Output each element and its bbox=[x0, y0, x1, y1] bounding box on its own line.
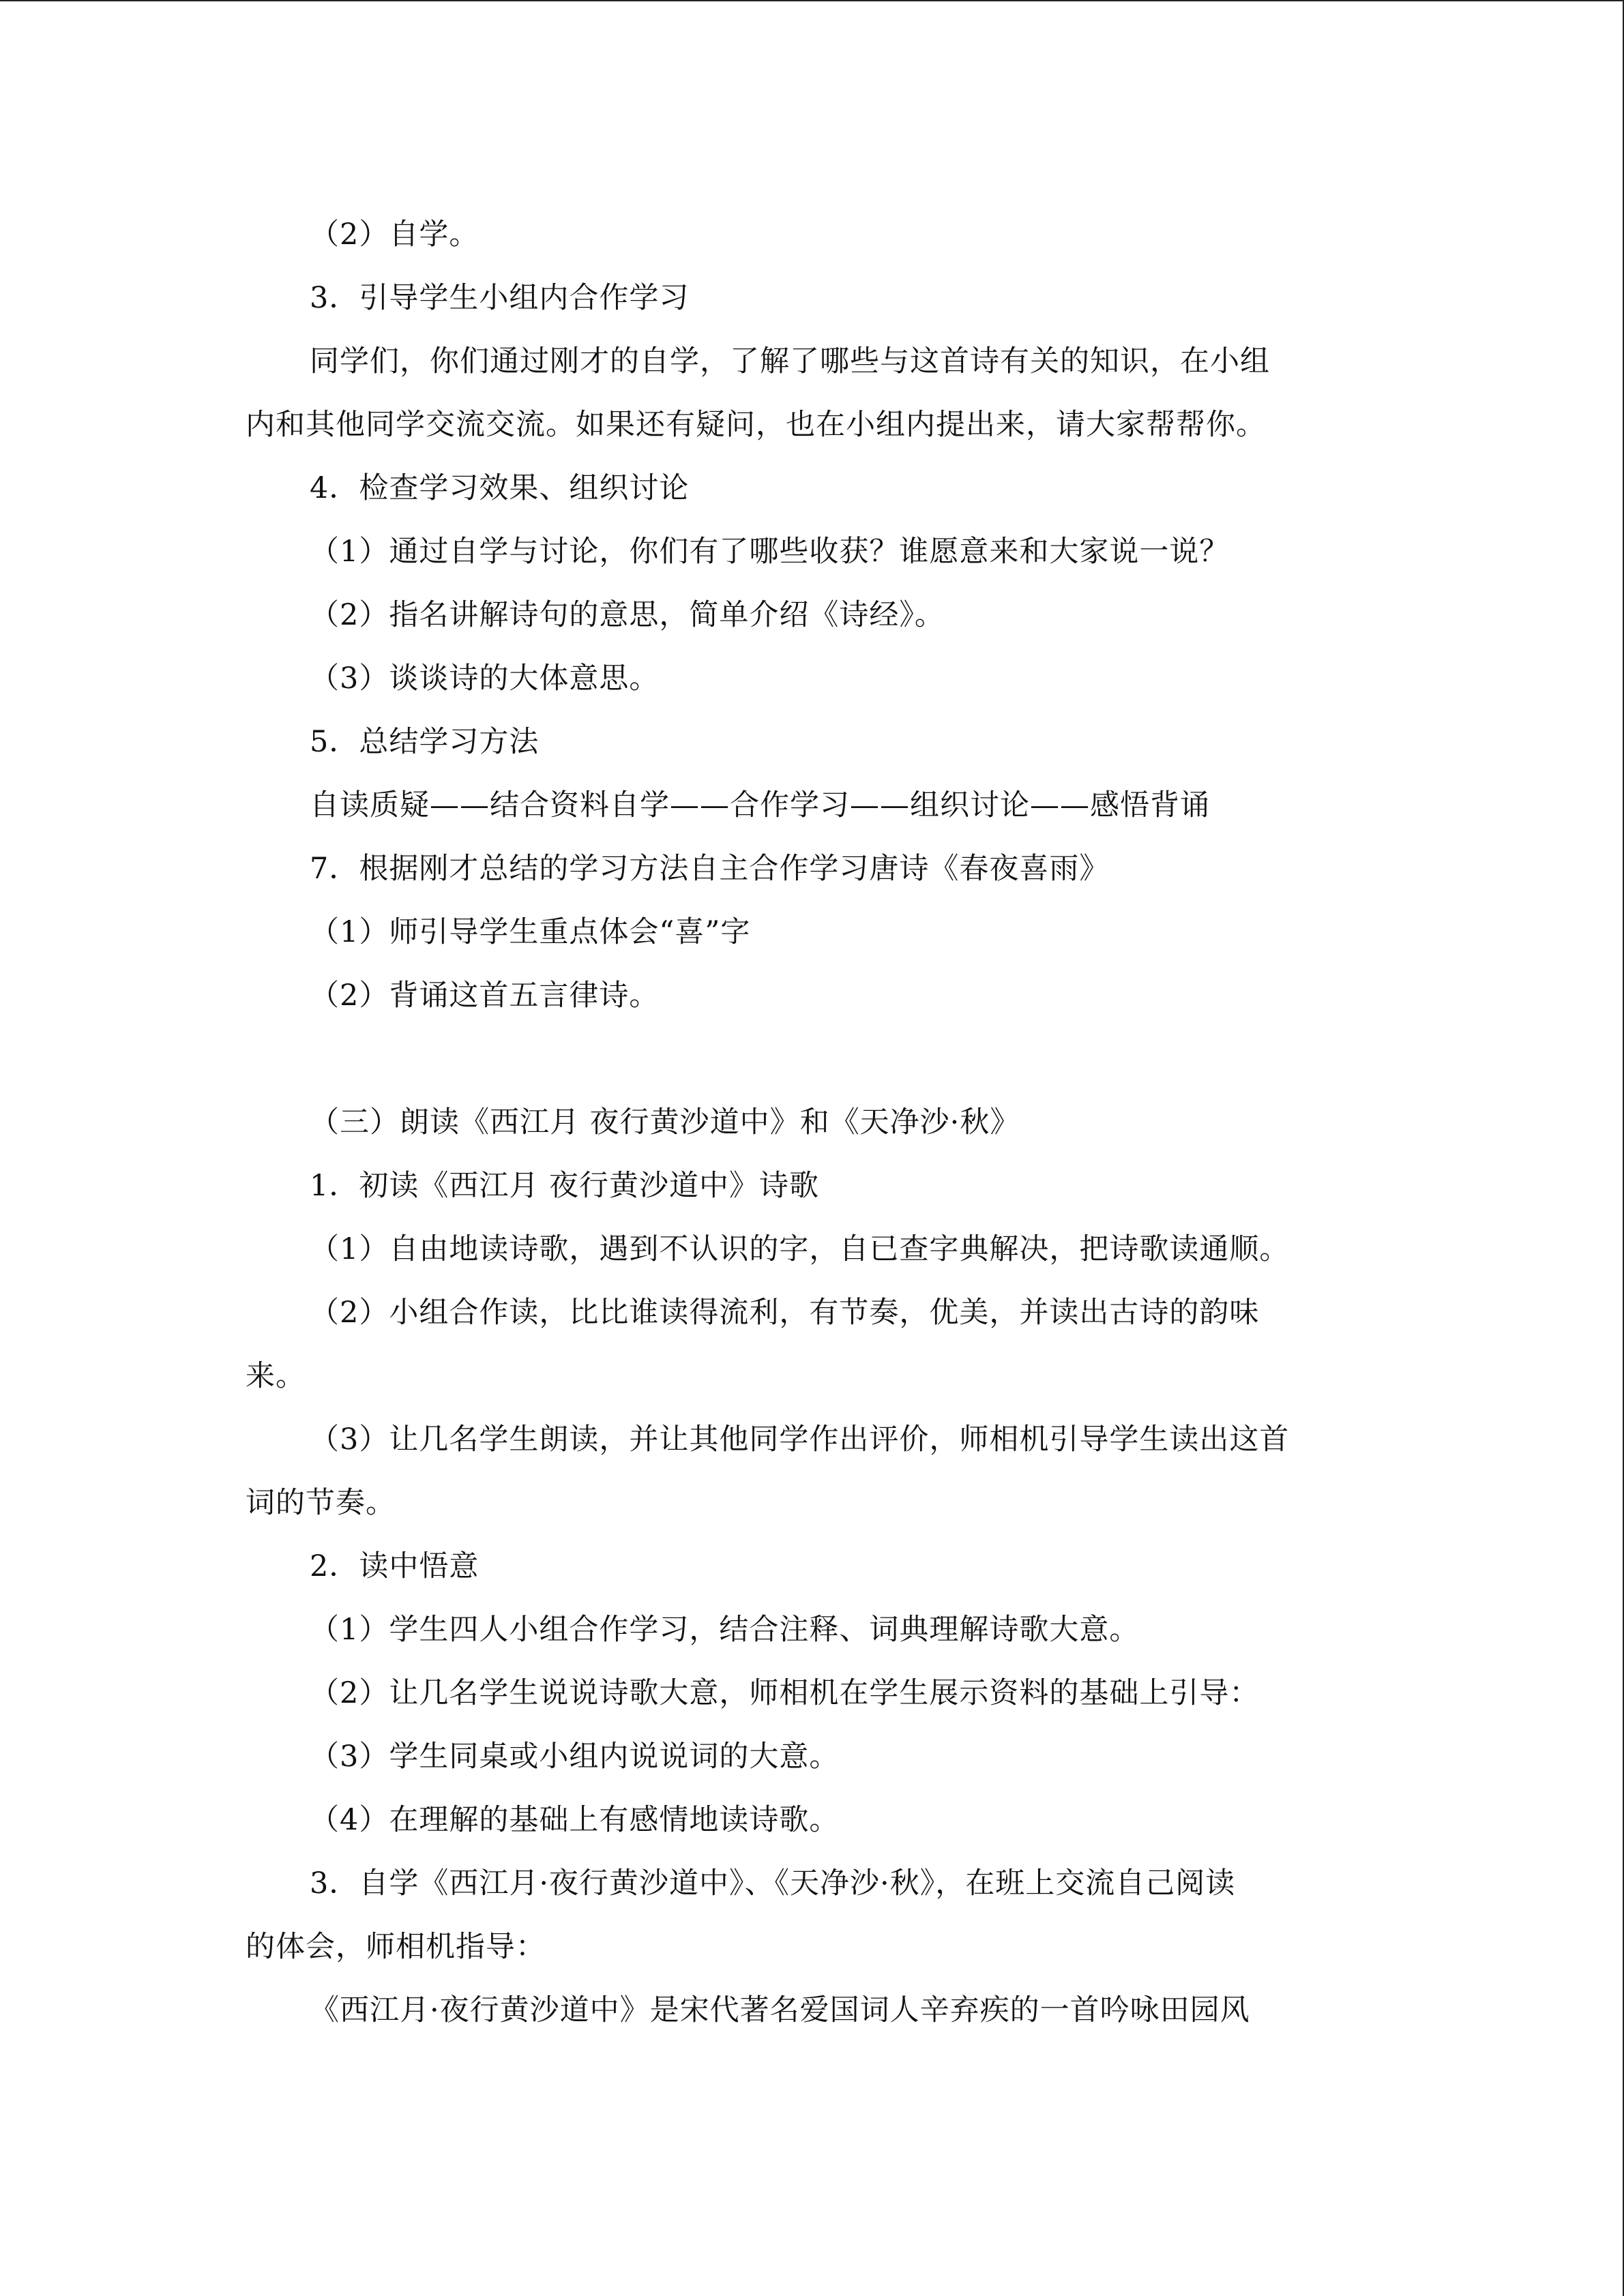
paragraph-line: （3）学生同桌或小组内说说词的大意。 bbox=[310, 1740, 840, 1774]
paragraph-line: 的体会，师相机指导： bbox=[246, 1930, 546, 1964]
paragraph-line: （2）让几名学生说说诗歌大意，师相机在学生展示资料的基础上引导： bbox=[310, 1676, 1260, 1710]
section-heading: 5．总结学习方法 bbox=[310, 725, 540, 759]
paragraph-line: （1）学生四人小组合作学习，结合注释、词典理解诗歌大意。 bbox=[310, 1613, 1140, 1647]
paragraph-line: 自读质疑——结合资料自学——合作学习——组织讨论——感悟背诵 bbox=[310, 788, 1210, 822]
paragraph-line: （1）通过自学与讨论，你们有了哪些收获？谁愿意来和大家说一说？ bbox=[310, 535, 1230, 569]
section-heading: 3．引导学生小组内合作学习 bbox=[310, 281, 690, 315]
section-heading: 7．根据刚才总结的学习方法自主合作学习唐诗《春夜喜雨》 bbox=[310, 852, 1110, 886]
paragraph-line: （2）背诵这首五言律诗。 bbox=[310, 979, 660, 1013]
paragraph-line: （3）谈谈诗的大体意思。 bbox=[310, 661, 660, 696]
paragraph-line: （2）小组合作读，比比谁读得流利，有节奏，优美，并读出古诗的韵味 bbox=[310, 1296, 1260, 1330]
paragraph-line: （1）自由地读诗歌，遇到不认识的字，自已查字典解决，把诗歌读通顺。 bbox=[310, 1232, 1290, 1266]
document-body bbox=[246, 203, 1378, 2042]
section-heading: 2．读中悟意 bbox=[310, 1549, 479, 1583]
section-heading: 4．检查学习效果、组织讨论 bbox=[310, 471, 690, 505]
paragraph-line: 来。 bbox=[246, 1359, 306, 1393]
paragraph-line: 内和其他同学交流交流。如果还有疑问，也在小组内提出来，请大家帮帮你。 bbox=[246, 408, 1266, 442]
section-heading: 3．自学《西江月·夜行黄沙道中》、《天净沙·秋》，在班上交流自己阅读 bbox=[310, 1866, 1236, 1900]
paragraph-line: （3）让几名学生朗读，并让其他同学作出评价，师相机引导学生读出这首 bbox=[310, 1422, 1290, 1457]
paragraph-line: （4）在理解的基础上有感情地读诗歌。 bbox=[310, 1803, 840, 1837]
section-heading: 1．初读《西江月 夜行黄沙道中》诗歌 bbox=[310, 1169, 820, 1203]
paragraph-line: （1）师引导学生重点体会“喜”字 bbox=[310, 915, 751, 949]
paragraph-line: 词的节奏。 bbox=[246, 1486, 396, 1520]
blank-line bbox=[246, 1028, 1378, 1091]
paragraph-line: （2）自学。 bbox=[310, 218, 479, 252]
paragraph-line: 《西江月·夜行黄沙道中》是宋代著名爱国词人辛弃疾的一首吟咏田园风 bbox=[310, 1993, 1250, 2027]
paragraph-line: 同学们，你们通过刚才的自学，了解了哪些与这首诗有关的知识，在小组 bbox=[310, 344, 1270, 378]
paragraph-line: （2）指名讲解诗句的意思，简单介绍《诗经》。 bbox=[310, 598, 945, 632]
section-heading: （三）朗读《西江月 夜行黄沙道中》和《天净沙·秋》 bbox=[310, 1105, 1020, 1139]
